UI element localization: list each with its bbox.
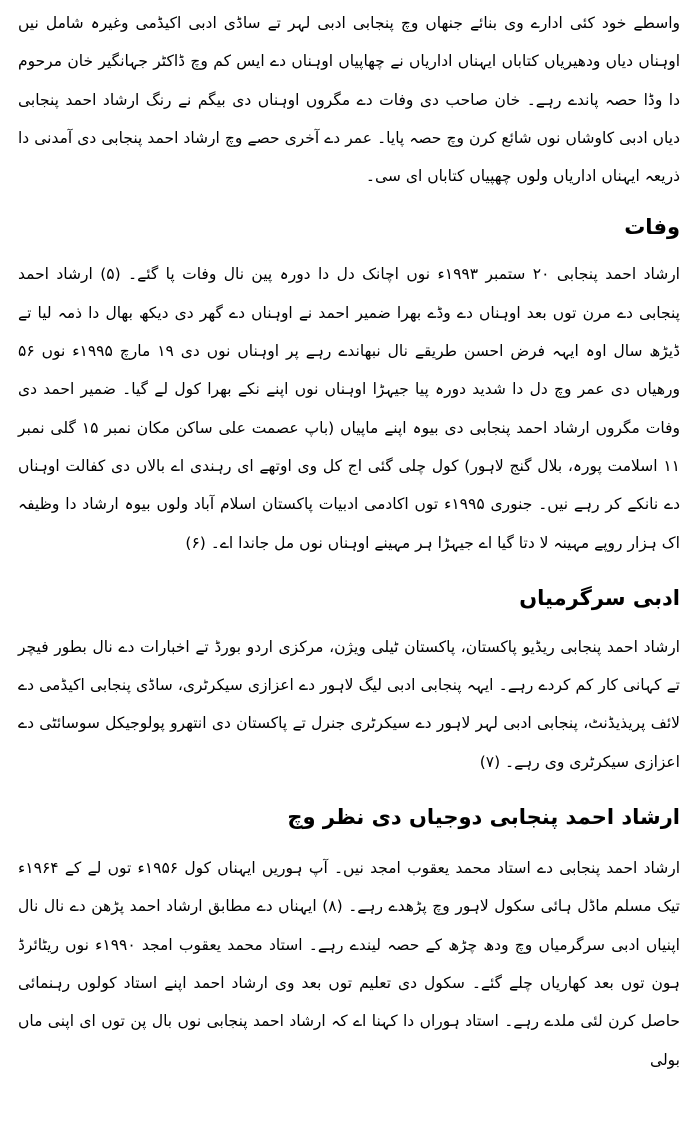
dujiyan-di-nazar-paragraph: ارشاد احمد پنجابی دے استاد محمد یعقوب امجد نیں۔ آپ ہوریں ایہناں کول ۱۹۵۶ء توں لے کے ۱۹۶۴ء تیک مسلم ماڈل ہائی سکول لاہور وچ پڑھدے رہے۔ (۸) ایہناں دے مطابق ارشاد احمد پڑھن دے نال نال اپنیاں ادبی سرگرمیاں وچ ودھ چڑھ کے حصہ لیندے رہے۔ استاد محمد یعقوب امجد ۱۹۹۰ء نوں ریٹائرڈ ہون توں بعد کھاریاں چلے گئے۔ سکول دی تعلیم توں بعد وی ارشاد احمد اپنے استاد کولوں رہنمائی حاصل کرن لئی ملدے رہے۔ استاد ہوراں دا کہنا اے کہ ارشاد احمد پنجابی نوں بال پن توں ای اپنی ماں بولی bbox=[18, 859, 681, 1069]
adbi-sargarmiyan-paragraph: ارشاد احمد پنجابی ریڈیو پاکستان، پاکستان ٹیلی ویژن، مرکزی اردو بورڈ تے اخبارات دے نال بطور فیچر تے کہانی کار کم کردے رہے۔ ایہہ پنجابی ادبی لیگ لاہور دے اعزازی سیکرٹری، ساڈی پنجابی اکیڈمی دے لائف پریذیڈنٹ، پنجابی ادبی لہر لاہور دے سیکرٹری جنرل تے پاکستان دی انتھرو پولوجیکل سوسائٹی دے اعزازی سیکرٹری وی رہے۔ (۷) bbox=[18, 637, 680, 771]
wafat-paragraph: ارشاد احمد پنجابی ۲۰ ستمبر ۱۹۹۳ء نوں اچانک دل دا دورہ پین نال وفات پا گئے۔ (۵) ارشاد احمد پنجابی دے مرن توں بعد اوہناں دے وڈے بھرا ضمیر احمد نے اوہناں دے گھر دی دیکھ بھال دا ذمہ لیا تے ڈیڑھ سال اوہ ایہہ فرض احسن طریقے نال نبھاندے رہے پر اوہناں نوں دی ۱۹ مارچ ۱۹۹۵ء نوں ۵۶ ورھیاں دی عمر وچ دل دا شدید دورہ پیا جیہڑا اوہناں نوں اپنے نکے بھرا کول لے گیا۔ ضمیر احمد دی وفات مگروں ارشاد احمد پنجابی دی بیوہ اپنے ماپیاں (باپ عصمت علی ساکن مکان نمبر ۱۵ گلی نمبر ۱۱ اسلامت پورہ، بلال گنج لاہور) کول چلی گئی اج کل وی اوتھے ای رہندی اے بالاں دی کفالت اوہناں دے نانکے کر رہے نیں۔ جنوری ۱۹۹۵ء توں اکادمی ادبیات پاکستان اسلام آباد ولوں بیوہ ارشاد دا وظیفہ اک ہزار روپے مہینہ لا دتا گیا اے جیہڑا ہر مہینے اوہناں نوں مل جاندا اے۔ (۶) bbox=[18, 265, 681, 552]
section-heading-wafat: وفات bbox=[624, 215, 680, 240]
section-heading-adbi-sargarmiyan: ادبی سرگرمیاں bbox=[519, 585, 680, 610]
intro-paragraph: واسطے خود کئی ادارے وی بنائے جنھاں وچ پنجابی ادبی لہر تے ساڈی ادبی اکیڈمی وغیرہ شامل نیں اوہناں دیاں ودھیریاں کتاباں ایہناں اداریاں نے چھاپیاں اوہناں دے ایس کم وچ ڈاکٹر جہانگیر خان مرحوم دا وڈا حصہ پاندے رہے۔ خان صاحب دی وفات دے مگروں اوہناں دی بیگم نے رنگ ارشاد احمد پنجابی دیاں ادبی کاوشاں نوں شائع کرن وچ حصہ پایا۔ عمر دے آخری حصے وچ ارشاد احمد پنجابی دی آمدنی دا ذریعہ ایہناں اداریاں ولوں چھپیاں کتاباں ای سی۔ bbox=[18, 14, 680, 186]
section-heading-dujiyan-di-nazar: ارشاد احمد پنجابی دوجیاں دی نظر وچ bbox=[287, 805, 680, 830]
